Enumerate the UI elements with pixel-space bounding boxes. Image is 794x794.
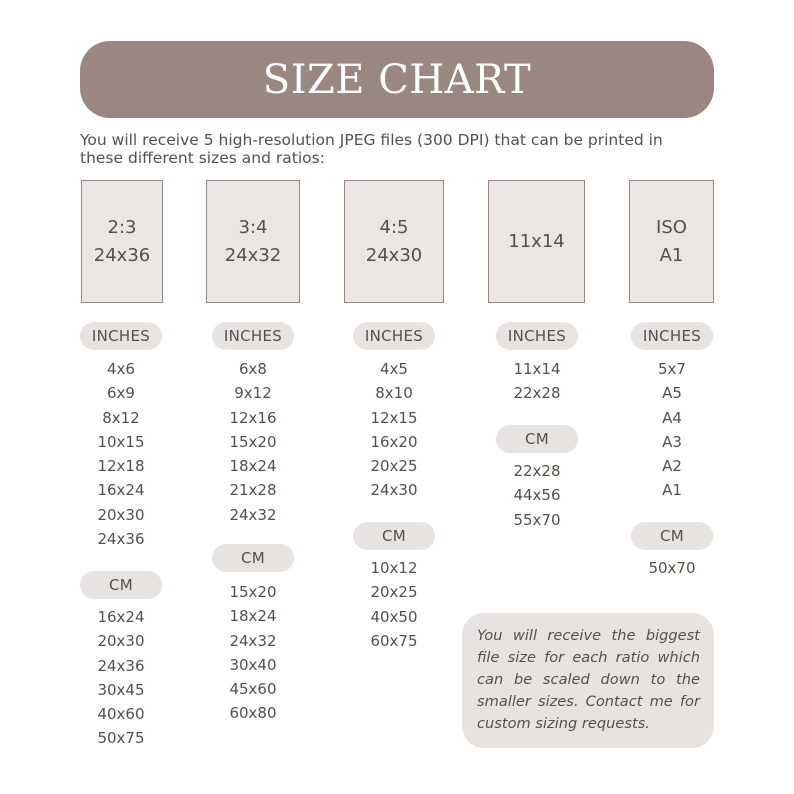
list-item: A3 — [662, 432, 682, 451]
list-item: 15x20 — [229, 432, 277, 451]
intro-line-1: You will receive 5 high-resolution JPEG files (300 DPI) that can be printed in — [80, 131, 663, 149]
list-item: 40x60 — [97, 705, 145, 724]
list-item: 6x8 — [239, 360, 267, 378]
list-item: 20x25 — [370, 583, 418, 602]
cm-header-4-5: CM — [353, 522, 435, 550]
inches-list-2-3 — [80, 357, 162, 551]
list-item: 8x10 — [375, 384, 413, 403]
inches-header-iso: INCHES — [631, 322, 713, 350]
inches-list-4-5 — [353, 357, 435, 503]
list-item: 40x50 — [370, 607, 418, 626]
list-item: A2 — [662, 457, 682, 476]
note-box — [462, 613, 714, 748]
inches-list-11x14 — [496, 357, 578, 406]
list-item: 12x15 — [370, 408, 418, 427]
frame-size-label: A1 — [659, 244, 684, 266]
inches-list-iso — [631, 357, 713, 503]
list-item: 30x45 — [97, 680, 145, 699]
list-item: 20x25 — [370, 457, 418, 476]
list-item: 22x28 — [513, 384, 561, 403]
list-item: 6x9 — [107, 384, 135, 403]
frame-ratio-11x14 — [488, 180, 585, 303]
list-item: 12x16 — [229, 408, 277, 427]
list-item: 24x32 — [229, 631, 277, 650]
list-item: 11x14 — [513, 360, 561, 378]
list-item: 50x70 — [648, 559, 696, 577]
list-item: 20x30 — [97, 632, 145, 651]
list-item: 24x30 — [370, 481, 418, 500]
list-item: A1 — [662, 481, 682, 500]
cm-list-3-4 — [212, 580, 294, 726]
cm-list-4-5 — [353, 556, 435, 653]
frame-ratio-4-5 — [344, 180, 444, 303]
inches-list-3-4 — [212, 357, 294, 527]
list-item: 60x75 — [370, 631, 418, 650]
title-banner — [80, 41, 714, 118]
list-item: 55x70 — [513, 510, 561, 529]
list-item: 16x24 — [97, 608, 145, 626]
inches-header-3-4: INCHES — [212, 322, 294, 350]
inches-header-4-5: INCHES — [353, 322, 435, 350]
frame-ratio-2-3 — [81, 180, 163, 303]
frame-size-label: 24x32 — [224, 244, 282, 266]
list-item: 10x15 — [97, 432, 145, 451]
list-item: 21x28 — [229, 481, 277, 500]
frame-ratio-label: ISO — [656, 216, 687, 238]
list-item: 24x36 — [97, 530, 145, 549]
list-item: 5x7 — [658, 360, 686, 378]
list-item: 44x56 — [513, 486, 561, 505]
list-item: 10x12 — [370, 559, 418, 577]
cm-header-iso: CM — [631, 522, 713, 550]
list-item: 18x24 — [229, 607, 277, 626]
intro-text — [80, 131, 720, 167]
frame-ratio-3-4 — [206, 180, 300, 303]
list-item: 24x36 — [97, 656, 145, 675]
frame-ratio-label: 4:5 — [379, 216, 409, 238]
frame-ratio-label: 2:3 — [107, 216, 137, 238]
list-item: 22x28 — [513, 462, 561, 480]
cm-list-2-3 — [80, 605, 162, 751]
list-item: 12x18 — [97, 457, 145, 476]
list-item: 9x12 — [234, 384, 272, 403]
list-item: 50x75 — [97, 729, 145, 748]
frame-ratio-label: 3:4 — [238, 216, 268, 238]
intro-line-2: these different sizes and ratios: — [80, 149, 325, 167]
list-item: 8x12 — [102, 408, 140, 427]
cm-header-11x14: CM — [496, 425, 578, 453]
page-title: SIZE CHART — [262, 56, 532, 103]
list-item: 18x24 — [229, 457, 277, 476]
list-item: 16x20 — [370, 432, 418, 451]
frame-size-label: 24x30 — [365, 244, 423, 266]
list-item: 30x40 — [229, 655, 277, 674]
cm-list-iso — [631, 556, 713, 580]
frame-ratio-label: 11x14 — [508, 230, 565, 252]
cm-header-2-3: CM — [80, 571, 162, 599]
list-item: 16x24 — [97, 481, 145, 500]
inches-header-2-3: INCHES — [80, 322, 162, 350]
list-item: 24x32 — [229, 505, 277, 524]
list-item: 60x80 — [229, 704, 277, 723]
list-item: A4 — [662, 408, 682, 427]
list-item: A5 — [662, 384, 682, 403]
list-item: 45x60 — [229, 680, 277, 699]
list-item: 20x30 — [97, 505, 145, 524]
inches-header-11x14: INCHES — [496, 322, 578, 350]
cm-list-11x14 — [496, 459, 578, 532]
note-text: You will receive the biggest file size for each ratio which can be scaled down to the smaller sizes. Contact me for custom sizing requests. — [477, 627, 700, 732]
frame-size-label: 24x36 — [93, 244, 151, 266]
cm-header-3-4: CM — [212, 544, 294, 572]
frame-ratio-iso-a1 — [629, 180, 714, 303]
list-item: 15x20 — [229, 583, 277, 601]
list-item: 4x5 — [380, 360, 408, 378]
list-item: 4x6 — [107, 360, 135, 378]
